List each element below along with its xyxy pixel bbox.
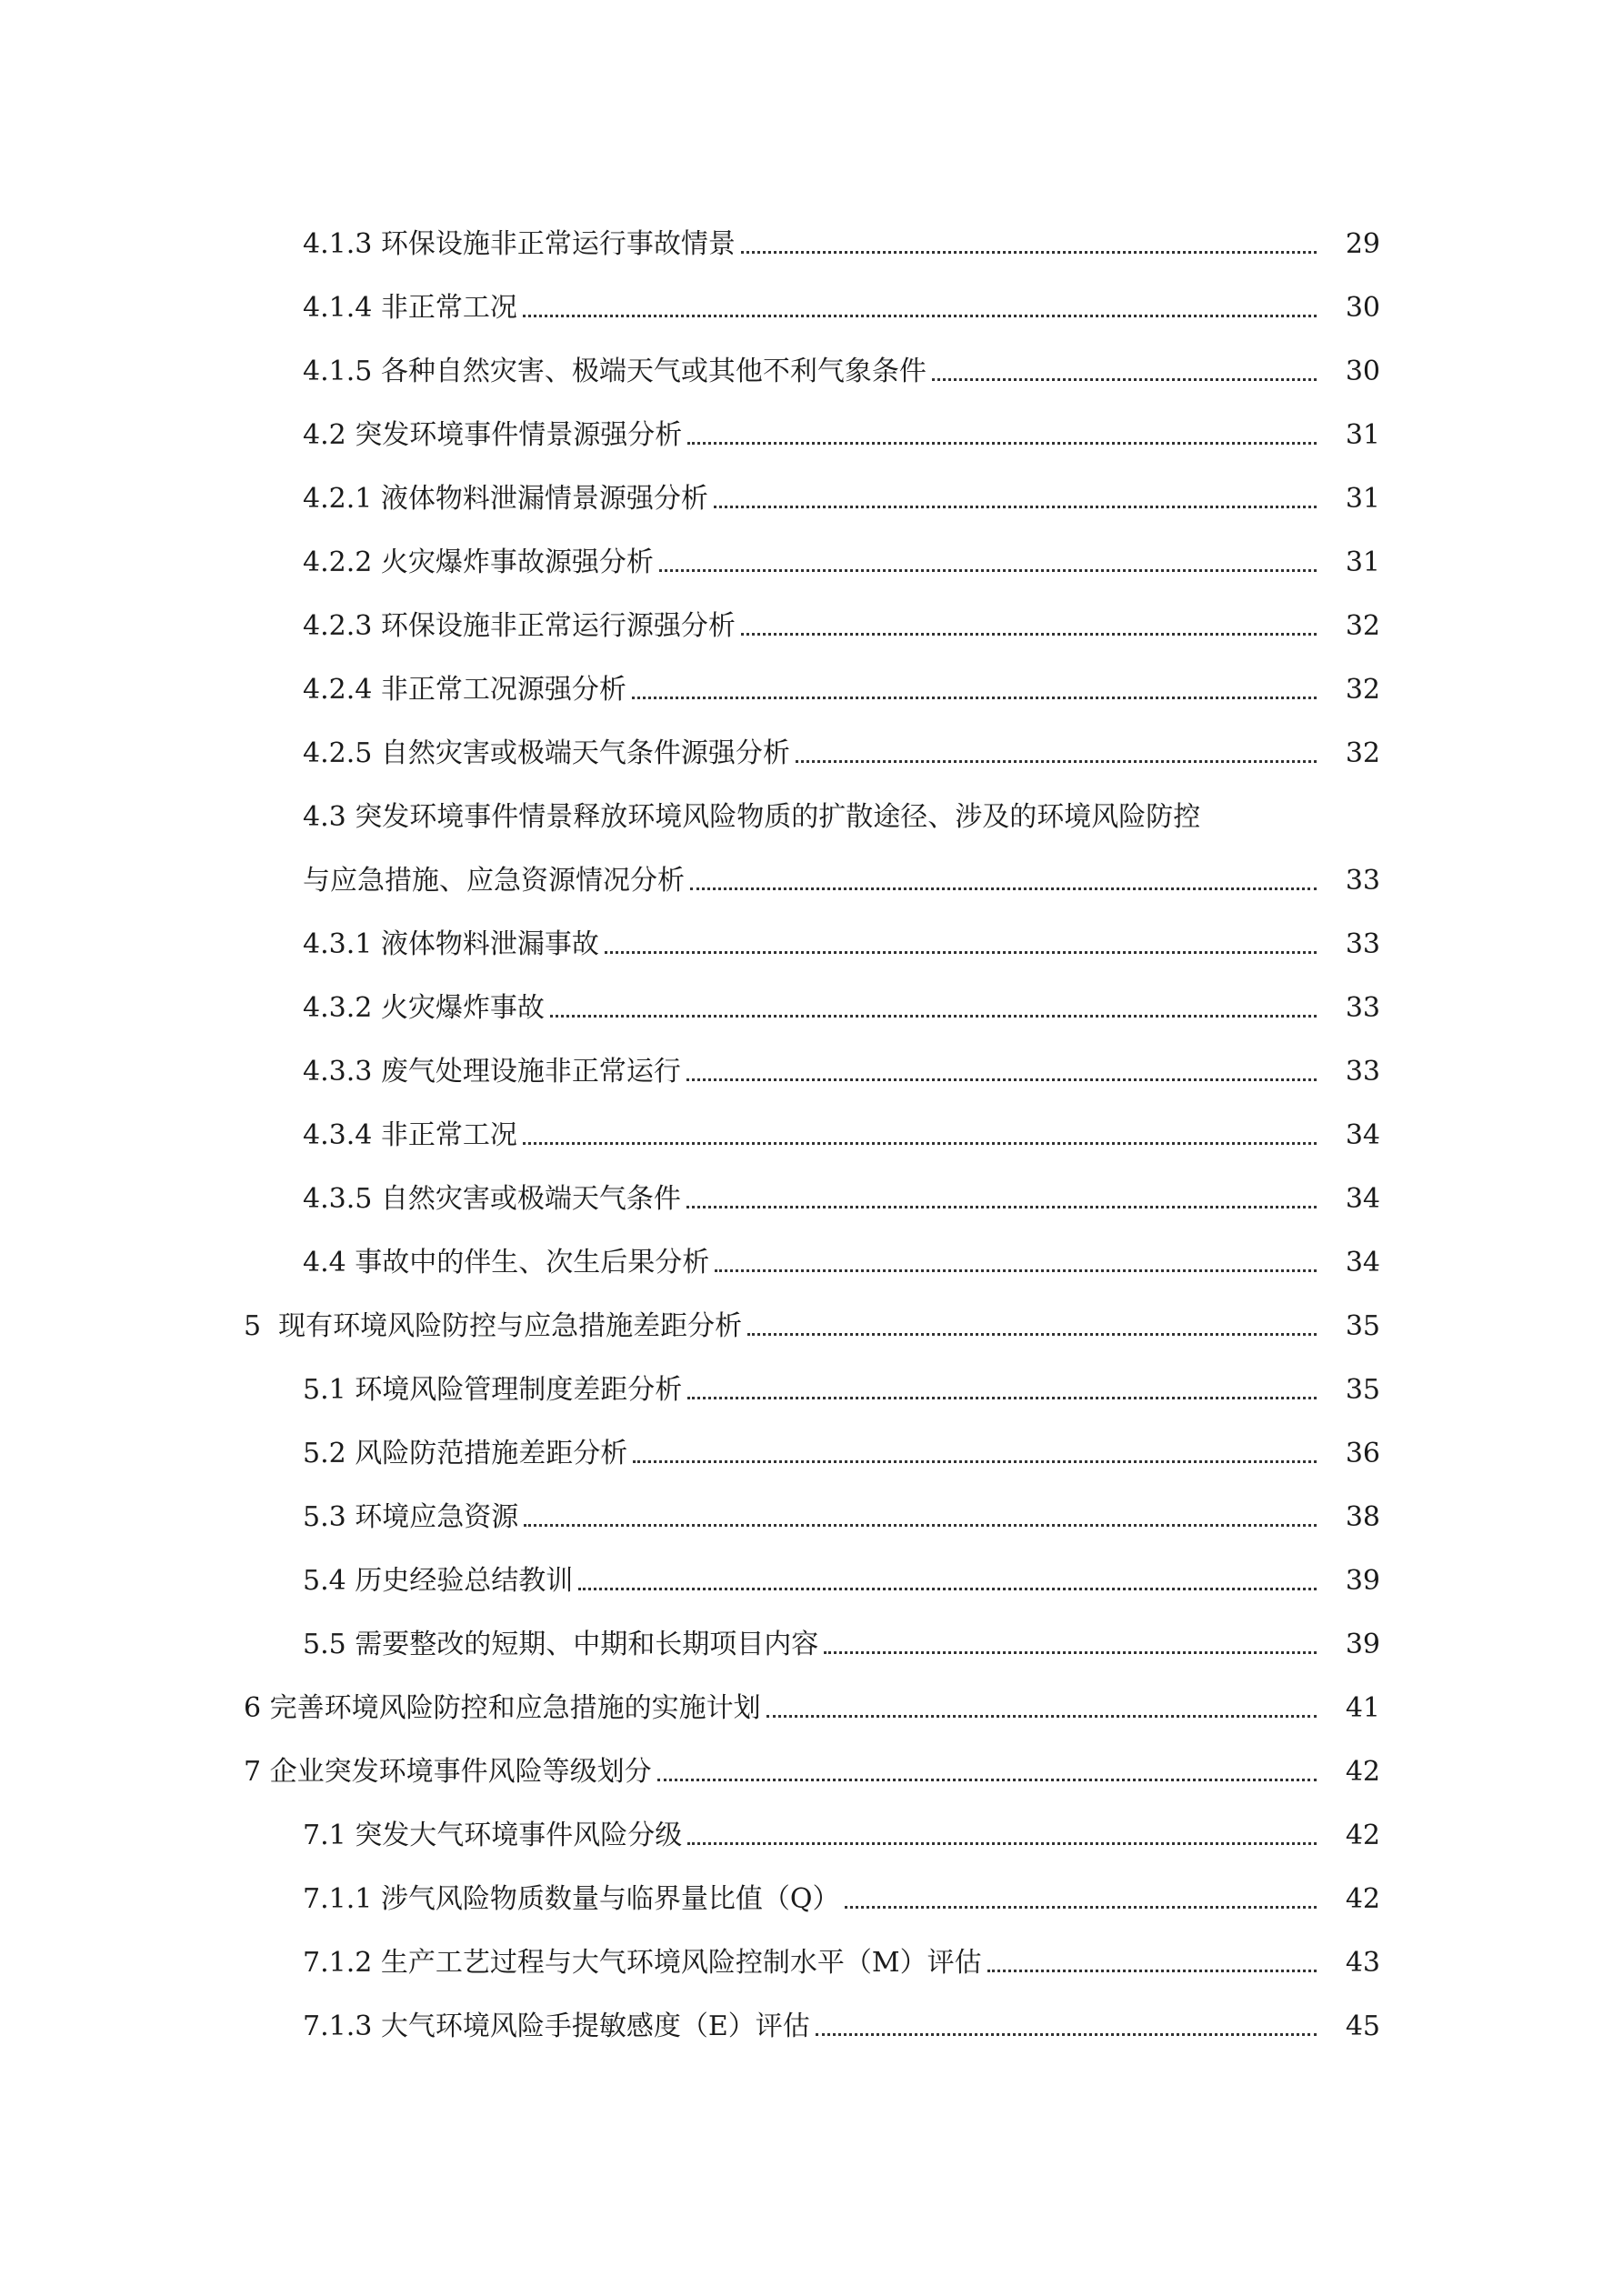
toc-entry-page: 32 <box>1345 610 1380 642</box>
toc-entry-4-1-5[interactable] <box>0 326 1623 389</box>
toc-entry-4-2[interactable] <box>0 389 1623 453</box>
toc-entry-label: 6 完善环境风险防控和应急措施的实施计划 <box>244 1692 761 1724</box>
toc-entry-label: 4.1.3 环保设施非正常运行事故情景 <box>303 228 736 260</box>
toc-entry-page: 41 <box>1345 1692 1380 1724</box>
toc-entry-page: 33 <box>1345 928 1380 960</box>
dot-leader <box>550 1015 1317 1018</box>
toc-entry-label: 7 企业突发环境事件风险等级划分 <box>244 1756 652 1788</box>
toc-entry-label-line1: 4.3 突发环境事件情景释放环境风险物质的扩散途径、涉及的环境风险防控 <box>303 801 1201 833</box>
dot-leader <box>932 378 1317 381</box>
dot-leader <box>824 1651 1317 1654</box>
toc-entry-4-3-5[interactable] <box>0 1153 1623 1217</box>
toc-entry-4-1-4[interactable] <box>0 262 1623 326</box>
toc-entry-label: 5.1 环境风险管理制度差距分析 <box>303 1374 683 1406</box>
toc-entry-page: 29 <box>1345 228 1380 260</box>
dot-leader <box>845 1906 1317 1909</box>
toc-entry-label: 7.1.3 大气环境风险手提敏感度（E）评估 <box>303 2010 810 2042</box>
toc-entry-label: 4.3.4 非正常工况 <box>303 1119 517 1151</box>
toc-entry-7-1[interactable] <box>0 1790 1623 1853</box>
toc-entry-label: 4.2 突发环境事件情景源强分析 <box>303 419 683 451</box>
dot-leader <box>605 951 1317 954</box>
toc-entry-4-3-3[interactable] <box>0 1026 1623 1089</box>
toc-entry-label: 4.3.5 自然灾害或极端天气条件 <box>303 1183 681 1215</box>
toc-entry-7[interactable] <box>0 1726 1623 1790</box>
dot-leader <box>659 569 1317 572</box>
toc-entry-page: 34 <box>1345 1247 1380 1278</box>
toc-entry-label: 4.3.2 火灾爆炸事故 <box>303 992 545 1024</box>
toc-entry-label: 4.2.3 环保设施非正常运行源强分析 <box>303 610 736 642</box>
toc-entry-label: 4.2.1 液体物料泄漏情景源强分析 <box>303 483 708 515</box>
toc-entry-4-4[interactable] <box>0 1217 1623 1280</box>
dot-leader <box>796 760 1317 763</box>
toc-entry-page: 34 <box>1345 1183 1380 1215</box>
toc-entry-label: 4.3.3 废气处理设施非正常运行 <box>303 1056 681 1088</box>
toc-entry-label: 5.5 需要整改的短期、中期和长期项目内容 <box>303 1629 819 1660</box>
dot-leader <box>578 1588 1317 1590</box>
toc-entry-page: 39 <box>1345 1629 1380 1660</box>
dot-leader <box>714 506 1317 508</box>
dot-leader <box>633 1460 1317 1463</box>
toc-entry-5-2[interactable] <box>0 1408 1623 1471</box>
toc-entry-page: 31 <box>1345 419 1380 451</box>
toc-entry-4-2-2[interactable] <box>0 516 1623 580</box>
toc-entry-6[interactable] <box>0 1662 1623 1726</box>
dot-leader <box>687 1397 1317 1399</box>
toc-entry-label: 5.4 历史经验总结教训 <box>303 1565 574 1597</box>
toc-entry-label: 5.3 环境应急资源 <box>303 1501 519 1533</box>
toc-entry-4-3-2[interactable] <box>0 962 1623 1026</box>
toc-entry-page: 30 <box>1345 292 1380 324</box>
dot-leader <box>632 697 1317 699</box>
toc-entry-page: 33 <box>1345 1056 1380 1088</box>
toc-entry-label: 5 现有环境风险防控与应急措施差距分析 <box>244 1310 743 1342</box>
toc-entry-4-2-1[interactable] <box>0 453 1623 516</box>
toc-entry-label: 7.1.2 生产工艺过程与大气环境风险控制水平（M）评估 <box>303 1947 982 1979</box>
dot-leader <box>523 1142 1317 1145</box>
toc-entry-page: 34 <box>1345 1119 1380 1151</box>
toc-entry-page: 35 <box>1345 1374 1380 1406</box>
toc-entry-label-line2: 与应急措施、应急资源情况分析 <box>303 865 685 897</box>
toc-entry-label: 5.2 风险防范措施差距分析 <box>303 1438 628 1469</box>
toc-entry-page: 31 <box>1345 483 1380 515</box>
toc-entry-label: 4.4 事故中的伴生、次生后果分析 <box>303 1247 710 1278</box>
toc-entry-4-2-3[interactable] <box>0 580 1623 644</box>
dot-leader <box>657 1779 1317 1781</box>
toc-entry-7-1-3[interactable] <box>0 1980 1623 2044</box>
dot-leader <box>524 1524 1317 1527</box>
dot-leader <box>741 251 1317 254</box>
toc-entry-label: 4.3.1 液体物料泄漏事故 <box>303 928 599 960</box>
toc-entry-4-3-1[interactable] <box>0 898 1623 962</box>
toc-entry-page: 32 <box>1345 674 1380 706</box>
dot-leader <box>686 1206 1317 1208</box>
toc-entry-label: 4.2.4 非正常工况源强分析 <box>303 674 626 706</box>
toc-entry-label: 4.2.2 火灾爆炸事故源强分析 <box>303 546 654 578</box>
toc-entry-page: 33 <box>1345 865 1380 897</box>
toc-entry-7-1-1[interactable] <box>0 1853 1623 1917</box>
toc-entry-page: 39 <box>1345 1565 1380 1597</box>
toc-entry-page: 36 <box>1345 1438 1380 1469</box>
toc-entry-page: 42 <box>1345 1756 1380 1788</box>
toc-entry-page: 30 <box>1345 356 1380 387</box>
toc-entry-4-1-3[interactable] <box>0 198 1623 262</box>
dot-leader <box>741 633 1317 636</box>
toc-entry-page: 43 <box>1345 1947 1380 1979</box>
toc-entry-page: 31 <box>1345 546 1380 578</box>
toc-entry-5-5[interactable] <box>0 1599 1623 1662</box>
toc-entry-page: 32 <box>1345 737 1380 769</box>
dot-leader <box>686 1078 1317 1081</box>
toc-entry-label: 7.1.1 涉气风险物质数量与临界量比值（Q） <box>303 1883 840 1915</box>
toc-entry-5-1[interactable] <box>0 1344 1623 1408</box>
toc-entry-5[interactable] <box>0 1280 1623 1344</box>
dot-leader <box>816 2033 1317 2036</box>
toc-entry-page: 42 <box>1345 1820 1380 1851</box>
dot-leader <box>687 1842 1317 1845</box>
toc-entry-5-4[interactable] <box>0 1535 1623 1599</box>
dot-leader <box>687 442 1317 445</box>
toc-entry-page: 45 <box>1345 2010 1380 2042</box>
dot-leader <box>715 1269 1317 1272</box>
toc-entry-page: 42 <box>1345 1883 1380 1915</box>
dot-leader <box>690 887 1317 890</box>
toc-entry-4-2-4[interactable] <box>0 644 1623 707</box>
table-of-contents <box>0 198 1623 2044</box>
toc-entry-page: 38 <box>1345 1501 1380 1533</box>
dot-leader <box>747 1333 1317 1336</box>
dot-leader <box>987 1970 1317 1972</box>
toc-entry-7-1-2[interactable] <box>0 1917 1623 1980</box>
toc-entry-label: 4.1.5 各种自然灾害、极端天气或其他不利气象条件 <box>303 356 927 387</box>
toc-entry-page: 33 <box>1345 992 1380 1024</box>
toc-entry-label: 4.1.4 非正常工况 <box>303 292 517 324</box>
dot-leader <box>766 1715 1317 1718</box>
toc-entry-page: 35 <box>1345 1310 1380 1342</box>
toc-entry-4-2-5[interactable] <box>0 707 1623 771</box>
dot-leader <box>523 315 1317 317</box>
toc-entry-4-3-continued <box>0 835 1623 898</box>
toc-entry-5-3[interactable] <box>0 1471 1623 1535</box>
toc-entry-label: 7.1 突发大气环境事件风险分级 <box>303 1820 683 1851</box>
toc-entry-4-3[interactable] <box>0 771 1623 898</box>
toc-entry-label: 4.2.5 自然灾害或极端天气条件源强分析 <box>303 737 790 769</box>
toc-entry-4-3-4[interactable] <box>0 1089 1623 1153</box>
